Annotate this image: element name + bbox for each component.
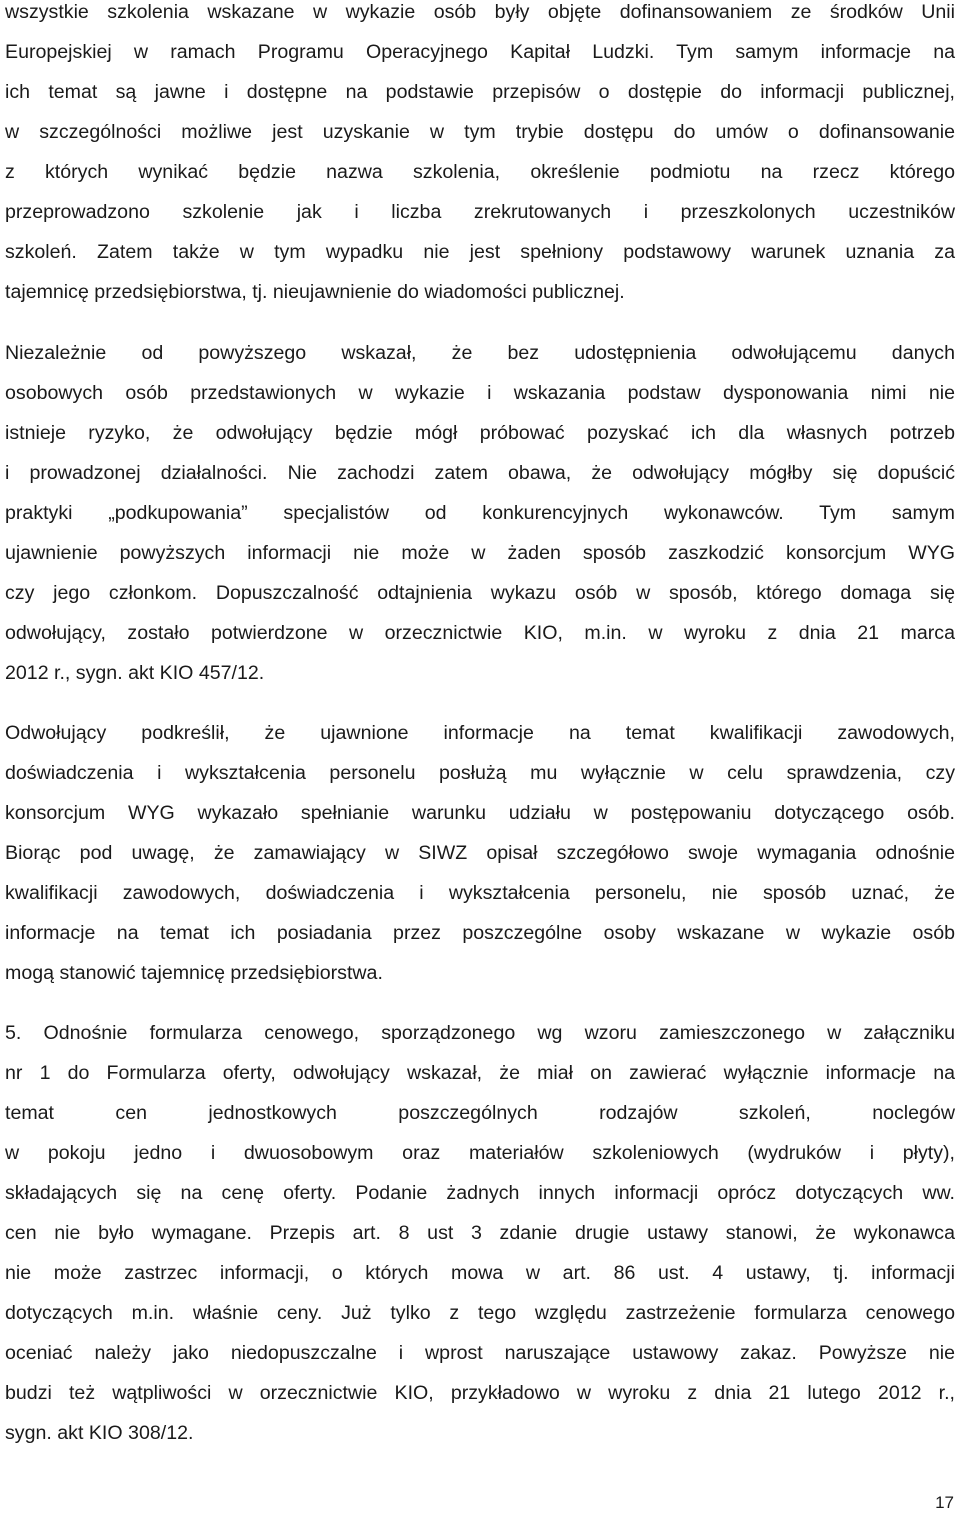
text-line: czy jego członkom. Dopuszczalność odtajnienia wykazu osób w sposób, którego domaga się bbox=[5, 582, 955, 604]
text-line: z których wynikać będzie nazwa szkolenia, określenie podmiotu na rzecz którego bbox=[5, 161, 955, 183]
text-line: w szczególności możliwe jest uzyskanie w tym trybie dostępu do umów o dofinansowanie bbox=[5, 121, 955, 143]
text-line: ujawnienie powyższych informacji nie może w żaden sposób zaszkodzić konsorcjum WYG bbox=[5, 542, 955, 564]
text-line: wszystkie szkolenia wskazane w wykazie osób były objęte dofinansowaniem ze środków Unii bbox=[5, 1, 955, 23]
text-line: temat cen jednostkowych poszczególnych rodzajów szkoleń, noclegów bbox=[5, 1102, 955, 1124]
text-line: osobowych osób przedstawionych w wykazie i wskazania podstaw dysponowania nimi nie bbox=[5, 382, 955, 404]
text-line: mogą stanowić tajemnicę przedsiębiorstwa. bbox=[5, 962, 383, 984]
text-line: tajemnicę przedsiębiorstwa, tj. nieujawnienie do wiadomości publicznej. bbox=[5, 281, 625, 303]
text-line: 5. Odnośnie formularza cenowego, sporządzonego wg wzoru zamieszczonego w załączniku bbox=[5, 1022, 955, 1044]
paragraph-4 bbox=[5, 1013, 955, 1453]
text-line: oceniać należy jako niedopuszczalne i wprost naruszające ustawowy zakaz. Powyższe nie bbox=[5, 1342, 955, 1364]
text-line: sygn. akt KIO 308/12. bbox=[5, 1422, 194, 1444]
text-line: cen nie było wymagane. Przepis art. 8 ust 3 zdanie drugie ustawy stanowi, że wykonawca bbox=[5, 1222, 955, 1244]
text-line: Niezależnie od powyższego wskazał, że bez udostępnienia odwołującemu danych bbox=[5, 342, 955, 364]
text-line: dotyczących m.in. właśnie ceny. Już tylko z tego względu zastrzeżenie formularza cenowego bbox=[5, 1302, 955, 1324]
paragraph-1 bbox=[5, 0, 955, 312]
text-line: budzi też wątpliwości w orzecznictwie KIO, przykładowo w wyroku z dnia 21 lutego 2012 r., bbox=[5, 1382, 955, 1404]
paragraph-2 bbox=[5, 333, 955, 693]
text-line: składających się na cenę oferty. Podanie żadnych innych informacji oprócz dotyczących ww. bbox=[5, 1182, 955, 1204]
text-line: przeprowadzono szkolenie jak i liczba zrekrutowanych i przeszkolonych uczestników bbox=[5, 201, 955, 223]
text-line: praktyki „podkupowania” specjalistów od konkurencyjnych wykonawców. Tym samym bbox=[5, 502, 955, 524]
text-line: nie może zastrzec informacji, o których mowa w art. 86 ust. 4 ustawy, tj. informacji bbox=[5, 1262, 955, 1284]
text-line: Biorąc pod uwagę, że zamawiający w SIWZ opisał szczegółowo swoje wymagania odnośnie bbox=[5, 842, 955, 864]
text-line: nr 1 do Formularza oferty, odwołujący wskazał, że miał on zawierać wyłącznie informacje na bbox=[5, 1062, 955, 1084]
text-line: konsorcjum WYG wykazało spełnianie warunku udziału w postępowaniu dotyczącego osób. bbox=[5, 802, 955, 824]
text-line: odwołujący, zostało potwierdzone w orzecznictwie KIO, m.in. w wyroku z dnia 21 marca bbox=[5, 622, 955, 644]
text-line: ich temat są jawne i dostępne na podstawie przepisów o dostępie do informacji publicznej, bbox=[5, 81, 955, 103]
text-line: w pokoju jedno i dwuosobowym oraz materiałów szkoleniowych (wydruków i płyty), bbox=[5, 1142, 955, 1164]
paragraph-3 bbox=[5, 713, 955, 993]
text-line: Odwołujący podkreślił, że ujawnione informacje na temat kwalifikacji zawodowych, bbox=[5, 722, 955, 744]
text-line: 2012 r., sygn. akt KIO 457/12. bbox=[5, 662, 265, 684]
text-line: istnieje ryzyko, że odwołujący będzie mógł próbować pozyskać ich dla własnych potrzeb bbox=[5, 422, 955, 444]
page-number: 17 bbox=[935, 1493, 954, 1512]
text-line: doświadczenia i wykształcenia personelu posłużą mu wyłącznie w celu sprawdzenia, czy bbox=[5, 762, 955, 784]
text-line: szkoleń. Zatem także w tym wypadku nie jest spełniony podstawowy warunek uznania za bbox=[5, 241, 955, 263]
text-line: i prowadzonej działalności. Nie zachodzi zatem obawa, że odwołujący mógłby się dopuścić bbox=[5, 462, 955, 484]
text-line: informacje na temat ich posiadania przez poszczególne osoby wskazane w wykazie osób bbox=[5, 922, 955, 944]
text-line: Europejskiej w ramach Programu Operacyjnego Kapitał Ludzki. Tym samym informacje na bbox=[5, 41, 955, 63]
text-line: kwalifikacji zawodowych, doświadczenia i wykształcenia personelu, nie sposób uznać, że bbox=[5, 882, 955, 904]
